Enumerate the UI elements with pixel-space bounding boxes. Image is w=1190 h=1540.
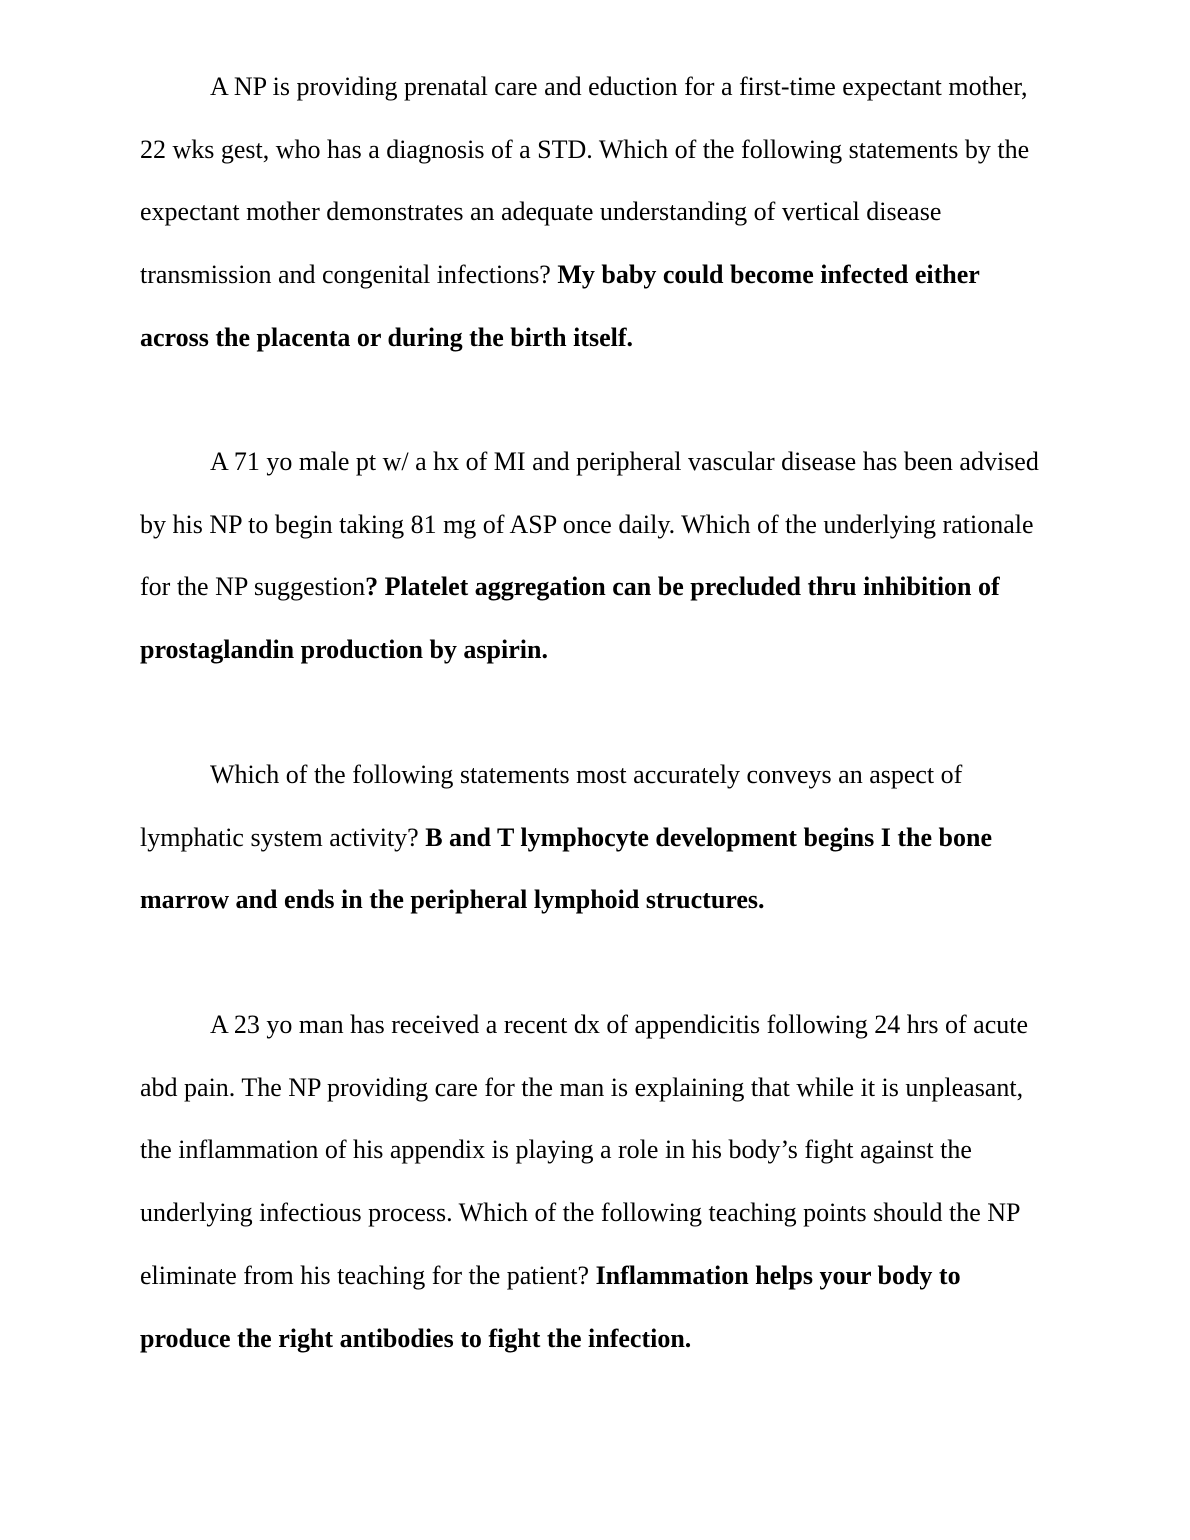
answer-text-3: B and T lymphocyte development begins I the bone marrow and ends in the peripheral lymphoid structures. [140,822,993,915]
question-paragraph-3 [140,744,1050,932]
question-text-4: A 23 yo man has received a recent dx of appendicitis following 24 hrs of acute abd pain. The NP providing care for the man is explaining that while it is unpleasant, the inflammation of his appendix is playing a role in his body’s fight against the underlying infectious process. Which of the following teaching points should the NP eliminate from his teaching for the patient? [140,1010,1029,1290]
question-paragraph-1 [140,56,1050,370]
question-text-2: A 71 yo male pt w/ a hx of MI and peripheral vascular disease has been advised by his NP to begin taking 81 mg of ASP once daily. Which of the underlying rationale for the NP suggestion [140,447,1039,602]
question-text-1: A NP is providing prenatal care and eduction for a first-time expectant mother, 22 wks gest, who has a diagnosis of a STD. Which of the following statements by the expectant mother demonstrates an adequate understanding of vertical disease transmission and congenital infections? [140,72,1030,290]
answer-text-1: My baby could become infected either across the placenta or during the birth itself. [140,260,980,352]
answer-text-2: ? Platelet aggregation can be precluded thru inhibition of prostaglandin production by aspirin. [140,572,1000,665]
question-paragraph-2 [140,431,1050,682]
question-paragraph-4 [140,994,1050,1370]
answer-text-4: Inflammation helps your body to produce the right antibodies to fight the infection. [140,1260,961,1353]
question-text-3: Which of the following statements most accurately conveys an aspect of lymphatic system activity? [140,760,963,852]
